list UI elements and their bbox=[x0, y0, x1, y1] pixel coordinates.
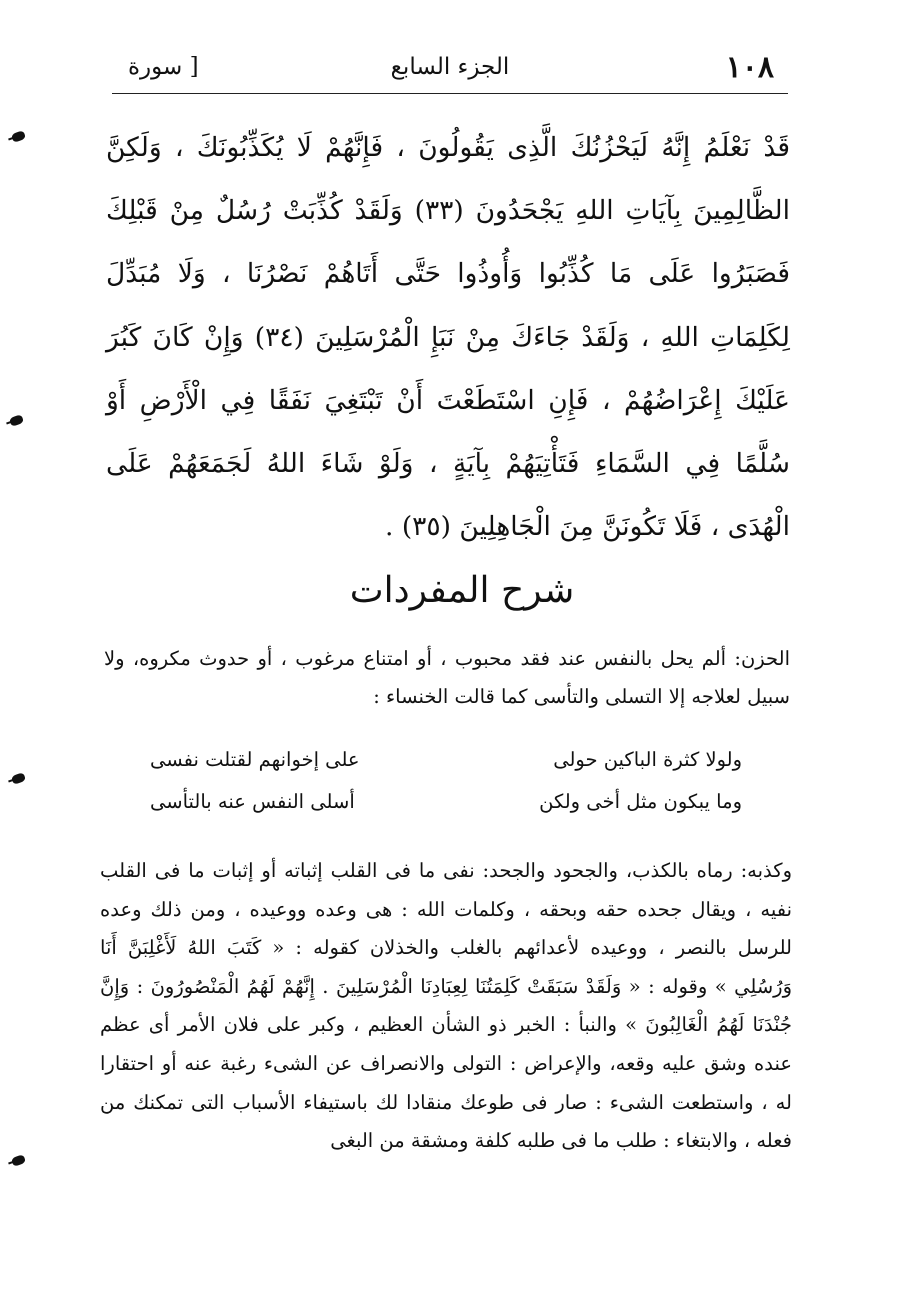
gloss-intro-paragraph: الحزن: ألم يحل بالنفس عند فقد محبوب ، أو امتناع مرغوب ، أو حدوث مكروه، ولا سبيل لعلاجه إلا التسلى والتأسى كما قالت الخنساء : bbox=[104, 647, 790, 708]
margin-ink-mark bbox=[11, 772, 26, 785]
header-rule bbox=[112, 93, 788, 94]
gloss-body-paragraph: وكذبه: رماه بالكذب، والجحود والجحد: نفى ما فى القلب إثباته أو إثبات ما فى القلب نفيه ، ويقال جحده حقه وبحقه ، وكلمات الله : هى وعده ووعيده ، ومن ذلك وعده للرسل بالنصر ، ووعيده لأعدائهم بالغلب والخذلان كقوله : « كَتَبَ اللهُ لَأَغْلِبَنَّ أَنَا وَرُسُلِي » وقوله : « وَلَقَدْ سَبَقَتْ كَلِمَتُنَا لِعِبَادِنَا الْمُرْسَلِينَ . إِنَّهُمْ لَهُمُ الْمَنْصُورُونَ : وَإِنَّ جُنْدَنَا لَهُمُ الْغَالِبُونَ » والنبأ : الخبر ذو الشأن العظيم ، وكبر على فلان الأمر أى عظم عنده وشق عليه وقعه، والإعراض : التولى والانصراف عن الشىء رغبة عنه أو احتقارا له ، واستطعت الشىء : صار فى طوعك منقادا لك باستيفاء الأسباب التى تمكنك من فعله ، والابتغاء : طلب ما فى طلبه كلفة ومشقة من البغى bbox=[100, 859, 792, 1153]
quran-verses: قَدْ نَعْلَمُ إِنَّهُ لَيَحْزُنُكَ الَّذِى يَقُولُونَ ، فَإِنَّهُمْ لَا يُكَذِّبُونَكَ ، وَلَكِنَّ الظَّالِمِينَ بِآيَاتِ اللهِ يَجْحَدُونَ (٣٣) وَلَقَدْ كُذِّبَتْ رُسُلٌ مِنْ قَبْلِكَ فَصَبَرُوا عَلَى مَا كُذِّبُوا وَأُوذُوا حَتَّى أَتَاهُمْ نَصْرُنَا ، وَلَا مُبَدِّلَ لِكَلِمَاتِ اللهِ ، وَلَقَدْ جَاءَكَ مِنْ نَبَإِ الْمُرْسَلِينَ (٣٤) وَإِنْ كَانَ كَبُرَ عَلَيْكَ إِعْرَاضُهُمْ ، فَإِنِ اسْتَطَعْتَ أَنْ تَبْتَغِيَ نَفَقًا فِي الْأَرْضِ أَوْ سُلَّمًا فِي السَّمَاءِ فَتَأْتِيَهُمْ بِآيَةٍ ، وَلَوْ شَاءَ اللهُ لَجَمَعَهُمْ عَلَى الْهُدَى ، فَلَا تَكُونَنَّ مِنَ الْجَاهِلِينَ (٣٥) . bbox=[106, 132, 790, 543]
poem-first-hemistich: وما يبكون مثل أخى ولكن bbox=[539, 790, 742, 813]
section-title: شرح المفردات bbox=[349, 570, 575, 611]
poem bbox=[150, 748, 742, 832]
poem-line bbox=[150, 748, 742, 790]
poem-first-hemistich: ولولا كثرة الباكين حولى bbox=[553, 748, 742, 771]
poem-line bbox=[150, 790, 742, 832]
margin-ink-mark bbox=[9, 414, 24, 427]
margin-ink-mark bbox=[11, 130, 26, 143]
poem-second-hemistich: أسلى النفس عنه بالتأسى bbox=[150, 790, 355, 813]
surah-label: [ سورة bbox=[128, 54, 199, 80]
page-header bbox=[112, 44, 788, 94]
page-number: ١٠٨ bbox=[725, 50, 774, 85]
margin-ink-mark bbox=[11, 1154, 26, 1167]
running-head: الجزء السابع bbox=[390, 54, 510, 80]
poem-second-hemistich: على إخوانهم لقتلت نفسى bbox=[150, 748, 360, 771]
